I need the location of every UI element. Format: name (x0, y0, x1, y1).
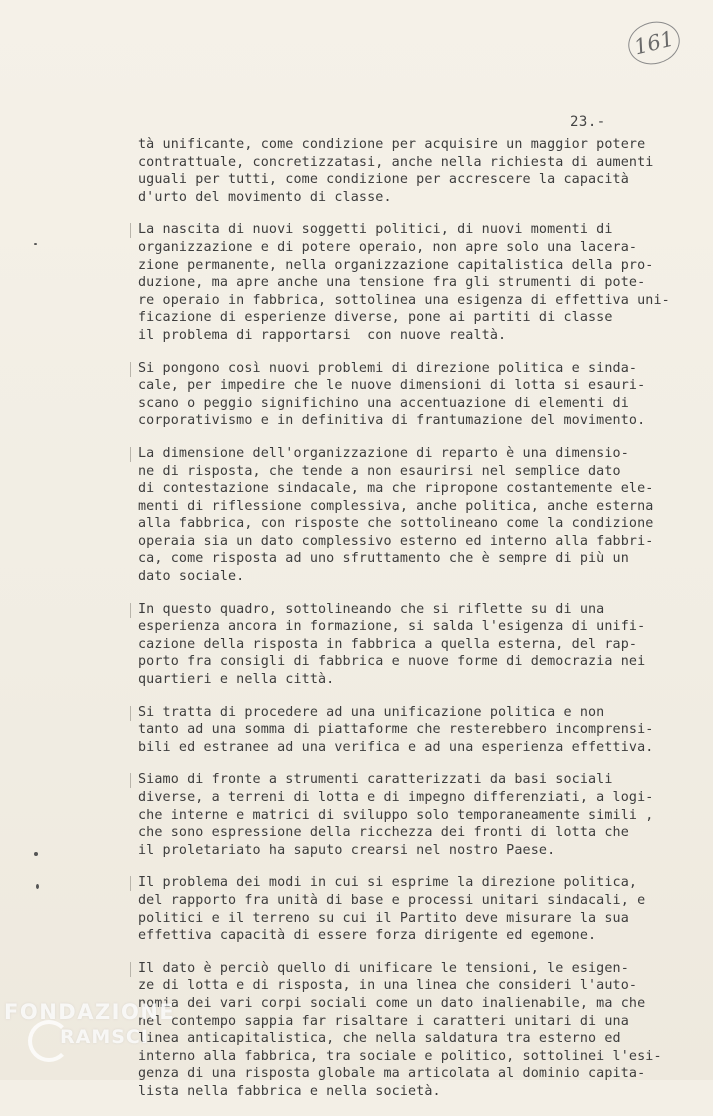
text-line: diverse, a terreni di lotta e di impegno differenziati, a logi- (138, 790, 654, 805)
text-line: scano o peggio significhino una accentuazione di elementi di (138, 395, 629, 411)
text-line: contrattuale, concretizzatasi, anche nella richiesta di aumenti (138, 154, 654, 170)
page-number: 23.- (570, 114, 606, 130)
text-line: Si tratta di procedere ad una unificazione politica e non (138, 704, 605, 720)
paragraph (138, 445, 668, 586)
text-line: linea anticapitalistica, che nella saldatura tra esterno ed (138, 1031, 621, 1047)
text-line: Si pongono così nuovi problemi di direzione politica e sinda- (138, 360, 638, 376)
text-line: La nascita di nuovi soggetti politici, di nuovi momenti di (138, 222, 613, 238)
body-text (138, 136, 668, 1116)
text-line: il problema di rapportarsi con nuove realtà. (138, 327, 507, 343)
paragraph (138, 136, 668, 206)
text-line: nel contempo sappia far risaltare i caratteri unitari di una (138, 1013, 629, 1029)
text-line: In questo quadro, sottolineando che si riflette su di una (138, 601, 605, 617)
margin-mark (34, 243, 37, 245)
text-line: che interne e matrici di sviluppo solo temporaneamente simili , (138, 807, 654, 823)
paragraph (138, 704, 668, 757)
folio-number: 161 (631, 26, 677, 60)
paragraph-indent-mark (130, 962, 131, 977)
text-line: bili ed estranee ad una verifica e ad una esperienza effettiva. (138, 739, 654, 755)
paragraph (138, 874, 668, 944)
text-line: politici e il terreno su cui il Partito deve misurare la sua (138, 910, 629, 926)
paragraph-indent-mark (130, 603, 131, 618)
paragraph (138, 221, 668, 344)
text-line: genza di una risposta globale ma articolata al dominio capita- (138, 1066, 646, 1082)
watermark-line-2: RAMSCI (60, 1026, 149, 1048)
watermark-line-1: FONDAZIONE (4, 1000, 176, 1024)
paragraph-indent-mark (130, 876, 131, 891)
margin-mark (36, 884, 39, 889)
paragraph-indent-mark (130, 773, 131, 788)
text-line: quartieri e nella città. (138, 672, 335, 688)
text-line: ficazione di esperienze diverse, pone ai partiti di classe (138, 310, 613, 326)
paragraph-indent-mark (130, 223, 131, 238)
text-line: ca, come risposta ad uno sfruttamento che è sempre di più un (138, 551, 629, 567)
paragraph-indent-mark (130, 447, 131, 462)
paragraph-indent-mark (130, 706, 131, 721)
text-line: re operaio in fabbrica, sottolinea una esigenza di effettiva uni- (138, 292, 670, 308)
text-line: di contestazione sindacale, ma che ripropone costantemente ele- (138, 481, 654, 497)
text-line: uguali per tutti, come condizione per accrescere la capacità (138, 172, 629, 188)
text-line: che sono espressione della ricchezza dei fronti di lotta che (138, 825, 629, 841)
text-line: nomia dei vari corpi sociali come un dato inalienabile, ma che (138, 995, 646, 1011)
fondazione-gramsci-watermark (4, 1000, 179, 1070)
paragraph-indent-mark (130, 362, 131, 377)
text-line: Il problema dei modi in cui si esprime la direzione politica, (138, 875, 638, 891)
text-line: esperienza ancora in formazione, si salda l'esigenza di unifi- (138, 619, 646, 635)
folio-stamp (624, 16, 685, 69)
text-line: duzione, ma apre anche una tensione fra gli strumenti di pote- (138, 275, 646, 291)
text-line: ne di risposta, che tende a non esaurirsi nel semplice dato (138, 463, 621, 479)
paragraph (138, 360, 668, 430)
paragraph (138, 960, 668, 1101)
text-line: d'urto del movimento di classe. (138, 189, 392, 205)
text-line: ze di lotta e di risposta, in una linea che consideri l'auto- (138, 978, 638, 994)
margin-mark (34, 852, 38, 856)
text-line: Il dato è perciò quello di unificare le tensioni, le esigen- (138, 960, 629, 976)
text-line: interno alla fabbrica, tra sociale e politico, sottolinei l'esi- (138, 1048, 662, 1064)
text-line: cazione della risposta in fabbrica a quella esterna, del rap- (138, 636, 638, 652)
text-line: zione permanente, nella organizzazione capitalistica della pro- (138, 257, 654, 273)
paragraph (138, 601, 668, 689)
text-line: organizzazione e di potere operaio, non apre solo una lacera- (138, 239, 638, 255)
text-line: effettiva capacità di essere forza dirigente ed egemone. (138, 928, 597, 944)
text-line: il proletariato ha saputo crearsi nel nostro Paese. (138, 842, 556, 858)
text-line: Siamo di fronte a strumenti caratterizzati da basi sociali (138, 772, 613, 788)
text-line: del rapporto fra unità di base e processi unitari sindacali, e (138, 892, 646, 908)
text-line: porto fra consigli di fabbrica e nuove forme di democrazia nei (138, 654, 646, 670)
text-line: cale, per impedire che le nuove dimensioni di lotta si esauri- (138, 378, 646, 394)
text-line: La dimensione dell'organizzazione di reparto è una dimensio- (138, 445, 629, 461)
text-line: corporativismo e in definitiva di frantumazione del movimento. (138, 413, 646, 429)
text-line: tà unificante, come condizione per acquisire un maggior potere (138, 137, 646, 152)
text-line: dato sociale. (138, 569, 245, 585)
text-line: operaia sia un dato complessivo esterno ed interno alla fabbri- (138, 533, 654, 549)
text-line: lista nella fabbrica e nella società. (138, 1083, 441, 1099)
text-line: menti di riflessione complessiva, anche politica, anche esterna (138, 498, 654, 514)
paragraph (138, 771, 668, 859)
text-line: alla fabbrica, con risposte che sottolineano come la condizione (138, 516, 654, 532)
text-line: tanto ad una somma di piattaforme che resterebbero incomprensi- (138, 722, 654, 738)
